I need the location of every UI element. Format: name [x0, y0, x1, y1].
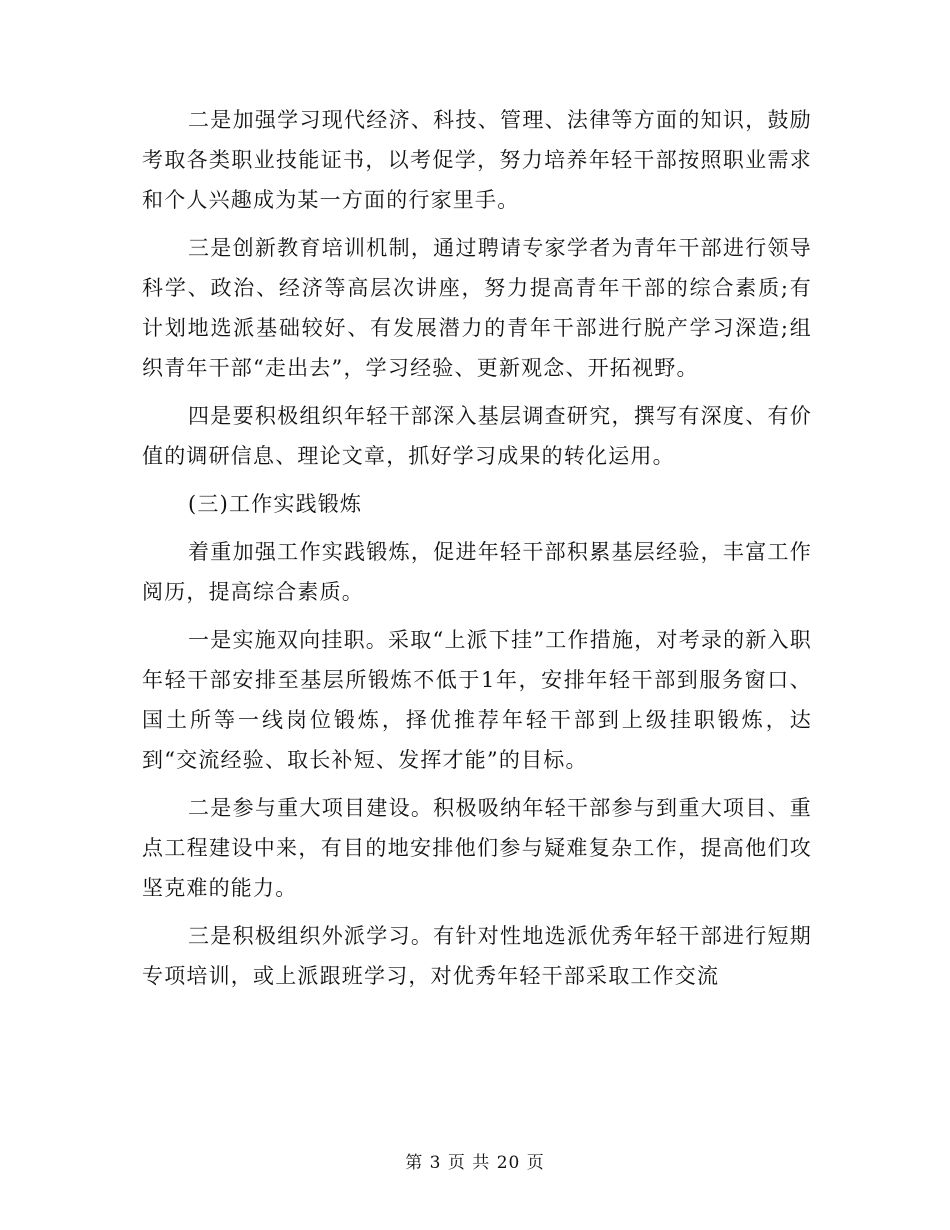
paragraph-two-way-secondment: 一是实施双向挂职。采取“上派下挂”工作措施，对考录的新入职年轻干部安排至基层所锻炼不低于1年，安排年轻干部到服务窗口、国土所等一线岗位锻炼，择优推荐年轻干部到上级挂职锻炼，达到“交流经验、取长补短、发挥才能”的目标。: [142, 628, 812, 772]
paragraph-field-research: 四是要积极组织年轻干部深入基层调查研究，撰写有深度、有价值的调研信息、理论文章，抓好学习成果的转化运用。: [142, 404, 812, 468]
paragraph-practice-intro: 着重加强工作实践锻炼，促进年轻干部积累基层经验，丰富工作阅历，提高综合素质。: [142, 540, 812, 604]
paragraph-training-mechanism: 三是创新教育培训机制，通过聘请专家学者为青年干部进行领导科学、政治、经济等高层次讲座，努力提高青年干部的综合素质;有计划地选派基础较好、有发展潜力的青年干部进行脱产学习深造;组织青年干部“走出去”，学习经验、更新观念、开拓视野。: [142, 236, 812, 380]
section-heading-work-practice: (三)工作实践锻炼: [188, 492, 363, 516]
paragraph-study-knowledge: 二是加强学习现代经济、科技、管理、法律等方面的知识，鼓励考取各类职业技能证书，以考促学，努力培养年轻干部按照职业需求和个人兴趣成为某一方面的行家里手。: [142, 108, 812, 212]
page-number-footer: 第 3 页 共 20 页: [405, 1153, 545, 1173]
document-body: [142, 100, 812, 1004]
paragraph-external-study: 三是积极组织外派学习。有针对性地选派优秀年轻干部进行短期专项培训，或上派跟班学习，对优秀年轻干部采取工作交流: [142, 924, 812, 988]
paragraph-major-projects: 二是参与重大项目建设。积极吸纳年轻干部参与到重大项目、重点工程建设中来，有目的地安排他们参与疑难复杂工作，提高他们攻坚克难的能力。: [142, 796, 812, 900]
